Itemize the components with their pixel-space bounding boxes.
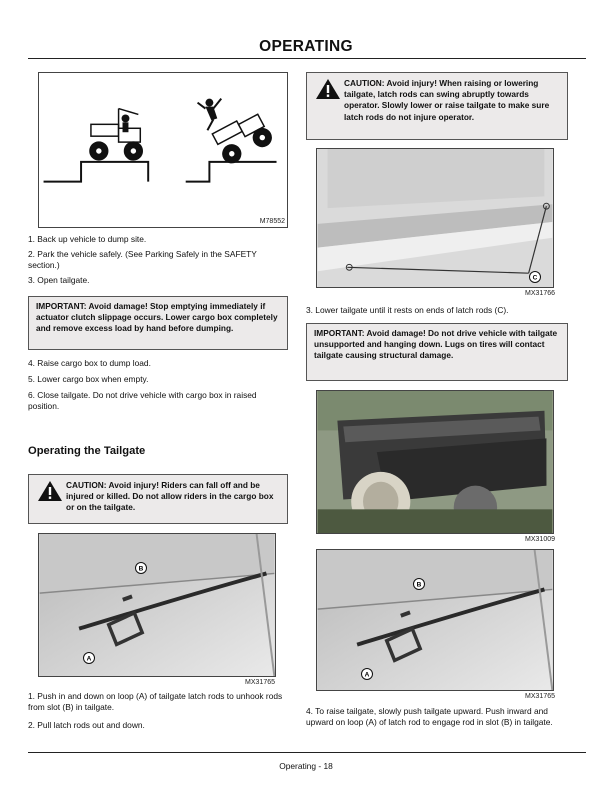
callout-a-label: A — [86, 655, 92, 663]
step-1-back-up: 1. Back up vehicle to dump site. — [28, 234, 147, 244]
caution-riders — [28, 474, 288, 524]
vehicle-rear-photo — [316, 390, 554, 534]
section-heading-tailgate: Operating the Tailgate — [28, 445, 146, 457]
footer-rule — [28, 752, 586, 753]
figure-label-mx31765-right: MX31765 — [525, 693, 555, 700]
tailgate-step-4: 4. To raise tailgate, slowly push tailgate upward. Push inward and upward on loop (A) of latch rod to engage rod in slot (B) in tailgate. — [306, 706, 553, 728]
figure-label-mx31765-left: MX31765 — [245, 679, 275, 686]
callout-b — [135, 562, 147, 574]
step-3-lower-tailgate: 3. Lower tailgate until it rests on ends of latch rods (C). — [306, 305, 509, 315]
callout-a-right — [361, 668, 373, 680]
figure-label-mx31766: MX31766 — [525, 290, 555, 297]
warning-icon — [315, 78, 341, 100]
dump-site-drawing — [39, 73, 287, 227]
caution-latch-rods-text: CAUTION: Avoid injury! When raising or lowering tailgate, latch rods can swing abruptly towards operator. Slowly lower or raise tailgate to make sure latch rods do not injure operator. — [344, 78, 550, 122]
title-rule — [28, 58, 586, 59]
vehicle-rear-drawing — [317, 391, 553, 533]
step-4-raise: 4. Raise cargo box to dump load. — [28, 358, 151, 368]
lowered-tailgate-drawing — [317, 149, 553, 287]
step-5-lower: 5. Lower cargo box when empty. — [28, 374, 149, 384]
tailgate-step-2: 2. Pull latch rods out and down. — [28, 720, 145, 730]
important-notice-dumping: IMPORTANT: Avoid damage! Stop emptying immediately if actuator clutch slippage occurs. Lower cargo box completely and remove excess load by hand before dumping. — [28, 296, 288, 350]
tailgate-latch-photo — [38, 533, 276, 677]
step-2-park: 2. Park the vehicle safely. (See Parking Safely in the SAFETY section.) — [28, 249, 257, 271]
page-footer: Operating - 18 — [279, 761, 333, 771]
figure-label-m78552: M78552 — [259, 218, 285, 225]
latch-rod-engage-drawing — [317, 550, 553, 690]
callout-a — [83, 652, 95, 664]
tailgate-step-1: 1. Push in and down on loop (A) of tailgate latch rods to unhook rods from slot (B) in tailgate. — [28, 691, 283, 713]
page-title: OPERATING — [259, 38, 353, 55]
dump-site-illustration — [38, 72, 288, 228]
latch-rod-engage-photo — [316, 549, 554, 691]
callout-b-right-label: B — [416, 581, 422, 589]
tailgate-latch-drawing — [39, 534, 275, 676]
callout-a-right-label: A — [364, 671, 370, 679]
step-3-open-tailgate: 3. Open tailgate. — [28, 275, 90, 285]
callout-c-label: C — [532, 274, 538, 282]
lowered-tailgate-photo — [316, 148, 554, 288]
important-notice-tailgate: IMPORTANT: Avoid damage! Do not drive vehicle with tailgate unsupported and hanging down. Lugs on tires will contact tailgate causing structural damage. — [306, 323, 568, 381]
callout-c — [529, 271, 541, 283]
caution-latch-rods — [306, 72, 568, 140]
callout-b-label: B — [138, 565, 144, 573]
callout-b-right — [413, 578, 425, 590]
step-6-close: 6. Close tailgate. Do not drive vehicle with cargo box in raised position. — [28, 390, 257, 412]
caution-riders-text: CAUTION: Avoid injury! Riders can fall off and be injured or killed. Do not allow riders in the cargo box or on the tailgate. — [66, 480, 274, 513]
warning-icon — [37, 480, 63, 502]
figure-label-mx31009: MX31009 — [525, 536, 555, 543]
